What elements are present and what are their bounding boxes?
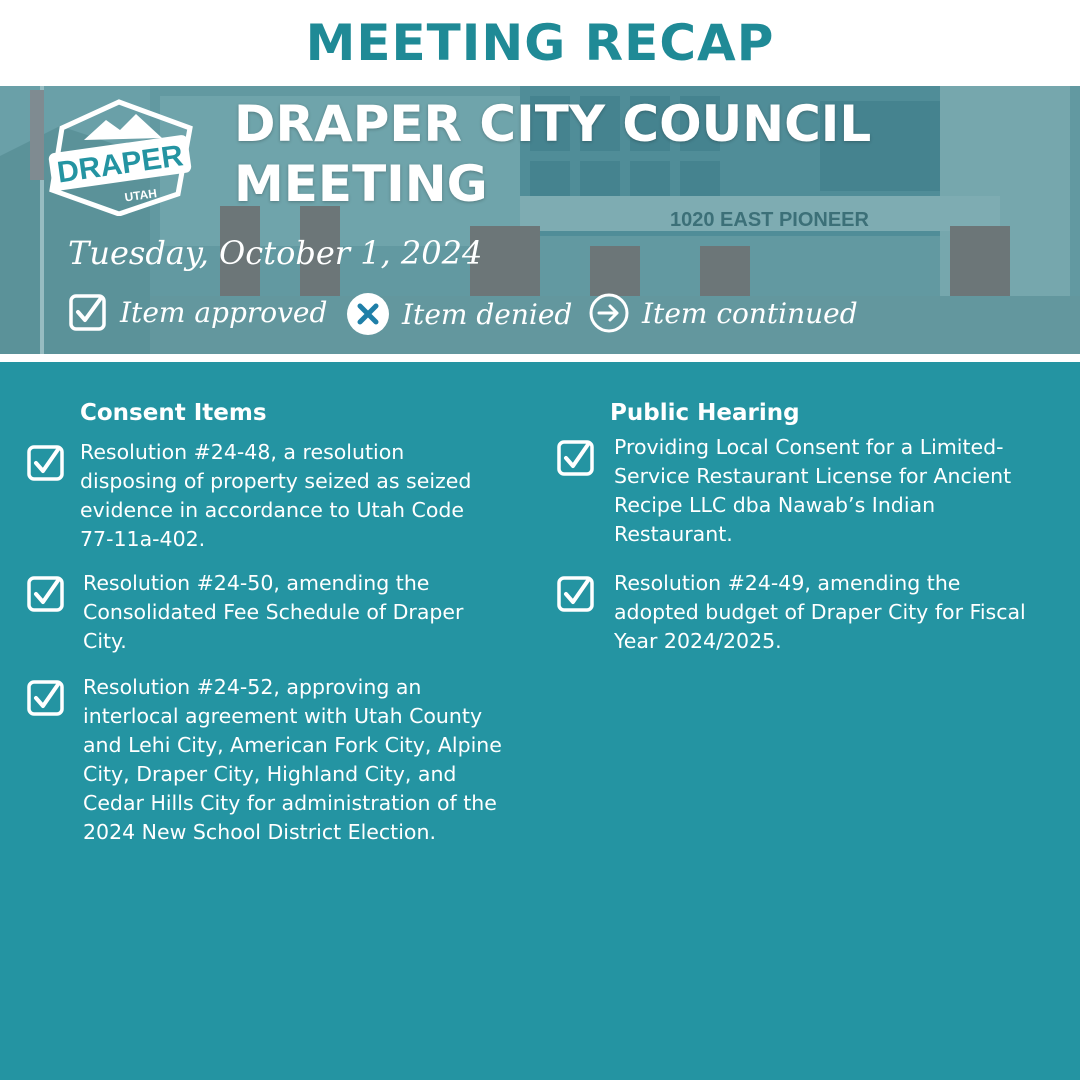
- check-box-icon: [26, 442, 66, 482]
- public-hearing-heading: Public Hearing: [610, 400, 800, 426]
- building-sign: 1020 EAST PIONEER: [670, 209, 869, 231]
- consent-heading: Consent Items: [80, 400, 267, 426]
- arrow-circle-icon: [588, 292, 630, 334]
- legend-continued: [588, 292, 858, 334]
- council-title-line2: MEETING: [234, 155, 488, 213]
- council-title-line1: DRAPER CITY COUNCIL: [234, 95, 872, 153]
- check-box-icon: [556, 437, 596, 477]
- council-title: [234, 94, 871, 214]
- check-box-icon: [26, 573, 66, 613]
- page-title: MEETING RECAP: [305, 14, 775, 72]
- hero-banner: [0, 86, 1080, 354]
- hearing-item: [556, 433, 1046, 549]
- logo-text: DRAPER: [55, 139, 186, 190]
- legend-denied: [346, 292, 572, 336]
- legend-continued-label: Item continued: [642, 296, 858, 330]
- check-box-icon: [556, 573, 596, 613]
- check-box-icon: [26, 677, 66, 717]
- legend-approved: [68, 292, 327, 332]
- consent-item-text: Resolution #24-52, approving an interlocal agreement with Utah County and Lehi City, American Fork City, Alpine City, Draper City, Highland City, and Cedar Hills City for administration of the 2024 New School District Election.: [83, 675, 502, 844]
- consent-item: [26, 438, 496, 554]
- consent-item: [26, 673, 516, 847]
- x-circle-icon: [346, 292, 390, 336]
- meeting-date: Tuesday, October 1, 2024: [68, 234, 483, 272]
- divider: [0, 354, 1080, 362]
- hearing-item: [556, 569, 1046, 656]
- legend-denied-label: Item denied: [402, 297, 573, 331]
- hearing-item-text: Resolution #24-49, amending the adopted budget of Draper City for Fiscal Year 2024/2025.: [614, 571, 1026, 653]
- consent-item-text: Resolution #24-50, amending the Consolidated Fee Schedule of Draper City.: [83, 571, 464, 653]
- legend-approved-label: Item approved: [120, 295, 328, 329]
- check-box-icon: [68, 292, 108, 332]
- draper-logo: [44, 98, 194, 216]
- consent-item: [26, 569, 496, 656]
- consent-item-text: Resolution #24-48, a resolution disposing of property seized as seized evidence in accordance to Utah Code 77-11a-402.: [80, 440, 472, 551]
- logo-subtext: UTAH: [123, 186, 158, 205]
- top-bar: [0, 0, 1080, 86]
- hearing-item-text: Providing Local Consent for a Limited-Service Restaurant License for Ancient Recipe LLC dba Nawab’s Indian Restaurant.: [614, 435, 1012, 546]
